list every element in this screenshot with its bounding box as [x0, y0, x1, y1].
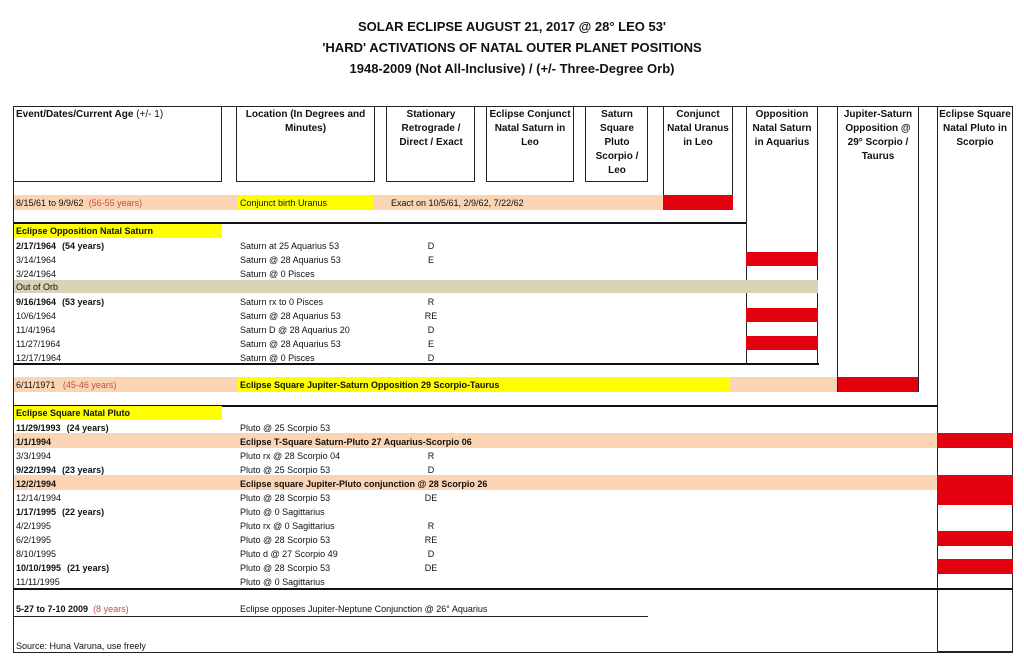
row-date: 3/3/1994	[16, 451, 52, 461]
row-location: Pluto rx @ 28 Scorpio 04	[240, 451, 341, 461]
row-location: Saturn @ 28 Aquarius 53	[240, 255, 341, 265]
neptune-label: Eclipse opposes Jupiter-Neptune Conjunction @ 26° Aquarius	[240, 604, 488, 614]
header-eclipse-saturn: Eclipse Conjunct Natal Saturn in Leo	[489, 109, 571, 148]
neptune-date: 5-27 to 7-10 2009 (8 years)	[16, 604, 129, 614]
row-date: 6/2/1995	[16, 535, 52, 545]
pluto-tsquare-band	[14, 433, 937, 448]
pluto-marker-2	[937, 475, 1013, 505]
row-status: D	[427, 325, 435, 335]
row-location: Eclipse square Jupiter-Pluto conjunction @ 28 Scorpio 26	[240, 479, 488, 489]
pluto-marker-1	[937, 433, 1013, 448]
row-location: Pluto @ 0 Sagittarius	[240, 577, 325, 587]
row-status: D	[427, 241, 435, 251]
row-location: Saturn at 25 Aquarius 53	[240, 241, 340, 251]
title-line-3: 1948-2009 (Not All-Inclusive) / (+/- Three-Degree Orb)	[349, 61, 675, 76]
row-date: 11/29/1993 (24 years)	[16, 423, 109, 433]
header-opposition-saturn: Opposition Natal Saturn in Aquarius	[752, 109, 812, 148]
row-date: 9/22/1994 (23 years)	[16, 465, 105, 475]
row-date: 11/27/1964	[16, 339, 61, 349]
row-location: Saturn @ 0 Pisces	[240, 269, 315, 279]
row-status: R	[427, 521, 435, 531]
row-status: E	[427, 339, 434, 349]
pluto-marker-3	[937, 531, 1013, 546]
row-location: Saturn D @ 28 Aquarius 20	[240, 325, 350, 335]
saturn-bottom-rule	[13, 363, 819, 365]
row-location: Pluto @ 25 Scorpio 53	[240, 465, 331, 475]
row-date: 4/2/1995	[16, 521, 52, 531]
row-status: DE	[424, 493, 438, 503]
jupiter-marker	[838, 377, 918, 392]
row-status: DE	[424, 563, 438, 573]
row-location: Saturn @ 0 Pisces	[240, 353, 315, 363]
row-date: 3/24/1964	[16, 269, 57, 279]
row-location: Pluto @ 28 Scorpio 53	[240, 535, 331, 545]
row-date: 1/1/1994	[16, 437, 52, 447]
uranus-exact: Exact on 10/5/61, 2/9/62, 7/22/62	[391, 198, 524, 208]
row-date: 11/4/1964	[16, 325, 56, 335]
row-location: Saturn @ 28 Aquarius 53	[240, 311, 341, 321]
row-status: D	[427, 353, 435, 363]
row-location: Pluto @ 28 Scorpio 53	[240, 493, 331, 503]
header-location: Location (In Degrees and Minutes)	[245, 109, 366, 134]
row-date: 12/2/1994	[16, 479, 57, 489]
header-event: Event/Dates/Current Age (+/- 1)	[16, 109, 164, 120]
jupiter-label: Eclipse Square Jupiter-Saturn Opposition 29 Scorpio-Taurus	[240, 380, 500, 390]
row-location: Eclipse T-Square Saturn-Pluto 27 Aquarius-Scorpio 06	[240, 437, 472, 447]
saturn-section-label: Eclipse Opposition Natal Saturn	[16, 226, 154, 236]
jupiter-date: 6/11/1971 (45-46 years)	[16, 380, 117, 390]
pluto-bottom-rule	[13, 588, 1013, 590]
row-status: R	[427, 297, 435, 307]
header-saturn-pluto: Saturn Square Pluto Scorpio / Leo	[595, 109, 639, 176]
header-uranus: Conjunct Natal Uranus in Leo	[667, 109, 729, 148]
row-location: Saturn @ 28 Aquarius 53	[240, 339, 341, 349]
row-status: D	[427, 465, 435, 475]
row-date: 11/11/1995	[16, 577, 60, 587]
title-line-1: SOLAR ECLIPSE AUGUST 21, 2017 @ 28° LEO 53'	[357, 19, 667, 34]
uranus-location: Conjunct birth Uranus	[240, 198, 328, 208]
header-stationary: Stationary Retrograde / Direct / Exact	[399, 109, 463, 148]
header-pluto: Eclipse Square Natal Pluto in Scorpio	[939, 109, 1011, 148]
row-date: 2/17/1964 (54 years)	[16, 241, 105, 251]
row-date: 8/10/1995	[16, 549, 57, 559]
pluto-section-label: Eclipse Square Natal Pluto	[16, 408, 131, 418]
row-location: Pluto @ 25 Scorpio 53	[240, 423, 331, 433]
row-status: R	[427, 451, 435, 461]
row-status: RE	[424, 311, 438, 321]
row-location: Pluto @ 28 Scorpio 53	[240, 563, 331, 573]
table-top-rule	[13, 106, 1013, 107]
row-location: Pluto rx @ 0 Sagittarius	[240, 521, 335, 531]
title-line-2: 'HARD' ACTIVATIONS OF NATAL OUTER PLANET POSITIONS	[322, 40, 702, 55]
row-date: 9/16/1964 (53 years)	[16, 297, 105, 307]
out-of-orb-band	[14, 280, 818, 293]
header-jupiter-saturn: Jupiter-Saturn Opposition @ 29° Scorpio / Taurus	[843, 109, 913, 162]
neptune-bottom-rule	[13, 616, 648, 617]
saturn-marker-2	[746, 308, 818, 322]
uranus-marker	[663, 195, 733, 210]
out-of-orb-label: Out of Orb	[16, 282, 59, 292]
row-date: 12/17/1964	[16, 353, 62, 363]
saturn-marker-1	[746, 252, 818, 266]
table-bottom-rule	[13, 652, 1013, 653]
row-location: Pluto @ 0 Sagittarius	[240, 507, 325, 517]
row-date: 3/14/1964	[16, 255, 57, 265]
uranus-date: 8/15/61 to 9/9/62 (56-55 years)	[16, 198, 143, 208]
row-status: RE	[424, 535, 438, 545]
row-date: 1/17/1995 (22 years)	[16, 507, 105, 517]
row-location: Saturn rx to 0 Pisces	[240, 297, 324, 307]
row-date: 10/10/1995 (21 years)	[16, 563, 110, 573]
row-location: Pluto d @ 27 Scorpio 49	[240, 549, 338, 559]
row-status: E	[427, 255, 434, 265]
row-status: D	[427, 549, 435, 559]
saturn-marker-3	[746, 336, 818, 350]
pluto-marker-4	[937, 559, 1013, 574]
row-date: 12/14/1994	[16, 493, 62, 503]
source-note: Source: Huna Varuna, use freely	[16, 641, 146, 651]
row-date: 10/6/1964	[16, 311, 57, 321]
